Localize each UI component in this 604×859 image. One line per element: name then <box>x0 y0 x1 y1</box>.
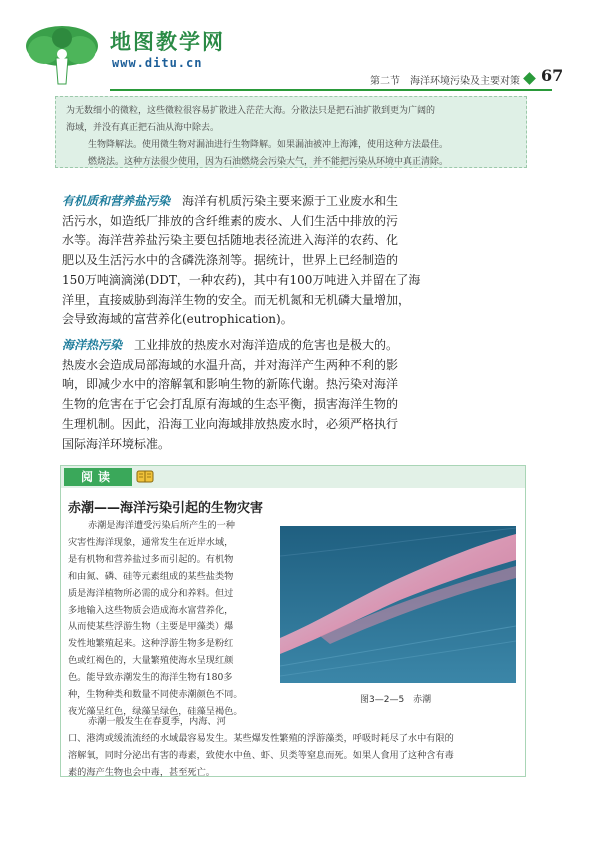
text-line: 赤潮是海洋遭受污染后所产生的一种 <box>88 520 235 531</box>
text-line: 会导致海域的富营养化(eutrophication)。 <box>62 312 293 327</box>
note-line: 海域，并没有真正把石油从海中除去。 <box>66 123 220 133</box>
site-url: www.ditu.cn <box>112 56 203 70</box>
text-line: 水等。海洋营养盐污染主要包括随地表径流进入海洋的农药、化 <box>62 233 399 248</box>
text-line: 色或红褐色的，大量繁殖使海水呈现红颜 <box>68 655 234 667</box>
section-keyword: 有机质和营养盐污染 <box>62 194 171 208</box>
text-line: 色。能导致赤潮发生的海洋生物有180多 <box>68 672 233 684</box>
note-line: 燃烧法。这种方法很少使用，因为石油燃烧会污染大气，并不能把污染从环境中真正清除。 <box>88 157 449 167</box>
text-line: 口、港湾或缓流流经的水域最容易发生。某些爆发性繁殖的浮游藻类，呼吸时耗尽了水中有限的 <box>68 732 454 744</box>
diamond-icon <box>523 72 536 85</box>
section-organic-pollution <box>62 192 532 330</box>
tree-logo-icon <box>22 24 102 86</box>
red-tide-photo <box>280 526 516 683</box>
text-line: 生物的危害在于它会打乱原有海域的生态平衡，损害海洋生物的 <box>62 397 399 412</box>
reading-text-wide <box>68 714 520 782</box>
reading-text-left <box>68 518 286 721</box>
text-line: 种，生物种类和数量不同使赤潮颜色不同。 <box>68 689 243 701</box>
note-line: 为无数细小的微粒，这些微粒很容易扩散进入茫茫大海。分散法只是把石油扩散到更为广阔的 <box>66 106 436 116</box>
text-line: 海洋有机质污染主要来源于工业废水和生 <box>182 194 399 208</box>
text-line: 和由氮、磷、硅等元素组成的某些盐类物 <box>68 570 234 582</box>
page-number: 67 <box>541 66 564 85</box>
reading-title: 赤潮——海洋污染引起的生物灾害 <box>68 501 264 516</box>
chapter-title: 第二节 海洋环境污染及主要对策 <box>370 76 520 87</box>
notes-box <box>55 96 527 168</box>
text-line: 热废水会造成局部海域的水温升高，并对海洋产生两种不利的影 <box>62 357 399 372</box>
text-line: 生理机制。因此，沿海工业向海域排放热废水时，必须严格执行 <box>62 416 399 431</box>
text-line: 溶解氧，同时分泌出有害的毒素，致使水中鱼、虾、贝类等窒息而死。如果人食用了这种含有毒 <box>68 749 454 761</box>
text-line: 夜光藻呈红色，绿藻呈绿色，硅藻呈褐色。 <box>68 705 243 717</box>
text-line: 工业排放的热废水对海洋造成的危害也是极大的。 <box>134 338 399 352</box>
book-icon <box>136 469 154 484</box>
text-line: 多地输入这些物质会造成海水富营养化， <box>68 604 234 616</box>
site-name: 地图教学网 <box>110 30 225 54</box>
text-line: 洋里，直接威胁到海洋生物的安全。而无机氮和无机磷大量增加， <box>62 292 411 307</box>
figure-caption: 图3—2—5 赤潮 <box>360 695 432 705</box>
text-line: 质是海洋植物所必需的成分和养料。但过 <box>68 587 234 599</box>
header-divider <box>110 89 552 91</box>
text-line: 赤潮一般发生在春夏季，内海、河 <box>88 716 226 727</box>
text-line: 国际海洋环境标准。 <box>62 436 171 451</box>
text-line: 150万吨滴滴涕(DDT，一种农药)，其中有100万吨进入并留在了海 <box>62 272 421 287</box>
text-line: 活污水，如造纸厂排放的含纤维素的废水、人们生活中排放的污 <box>62 213 399 228</box>
text-line: 从而使某些浮游生物（主要是甲藻类）爆 <box>68 621 234 633</box>
text-line: 灾害性海洋现象，通常发生在近岸水域， <box>68 536 234 548</box>
reading-tab: 阅读 <box>64 468 132 486</box>
section-keyword: 海洋热污染 <box>62 338 123 352</box>
text-line: 响，即减少水中的溶解氧和影响生物的新陈代谢。热污染对海洋 <box>62 377 399 392</box>
note-line: 生物降解法。使用微生物对漏油进行生物降解。如果漏油被冲上海滩，使用这种方法最佳。 <box>88 140 449 150</box>
text-line: 肥以及生活污水中的含磷洗涤剂等。据统计，世界上已经制造的 <box>62 253 399 268</box>
text-line: 发性地繁殖起来。这种浮游生物多是粉红 <box>68 638 234 650</box>
section-thermal-pollution <box>62 336 532 454</box>
text-line: 是有机物和营养盐过多而引起的。有机物 <box>68 553 234 565</box>
text-line: 素的海产生物也会中毒，甚至死亡。 <box>68 766 215 778</box>
